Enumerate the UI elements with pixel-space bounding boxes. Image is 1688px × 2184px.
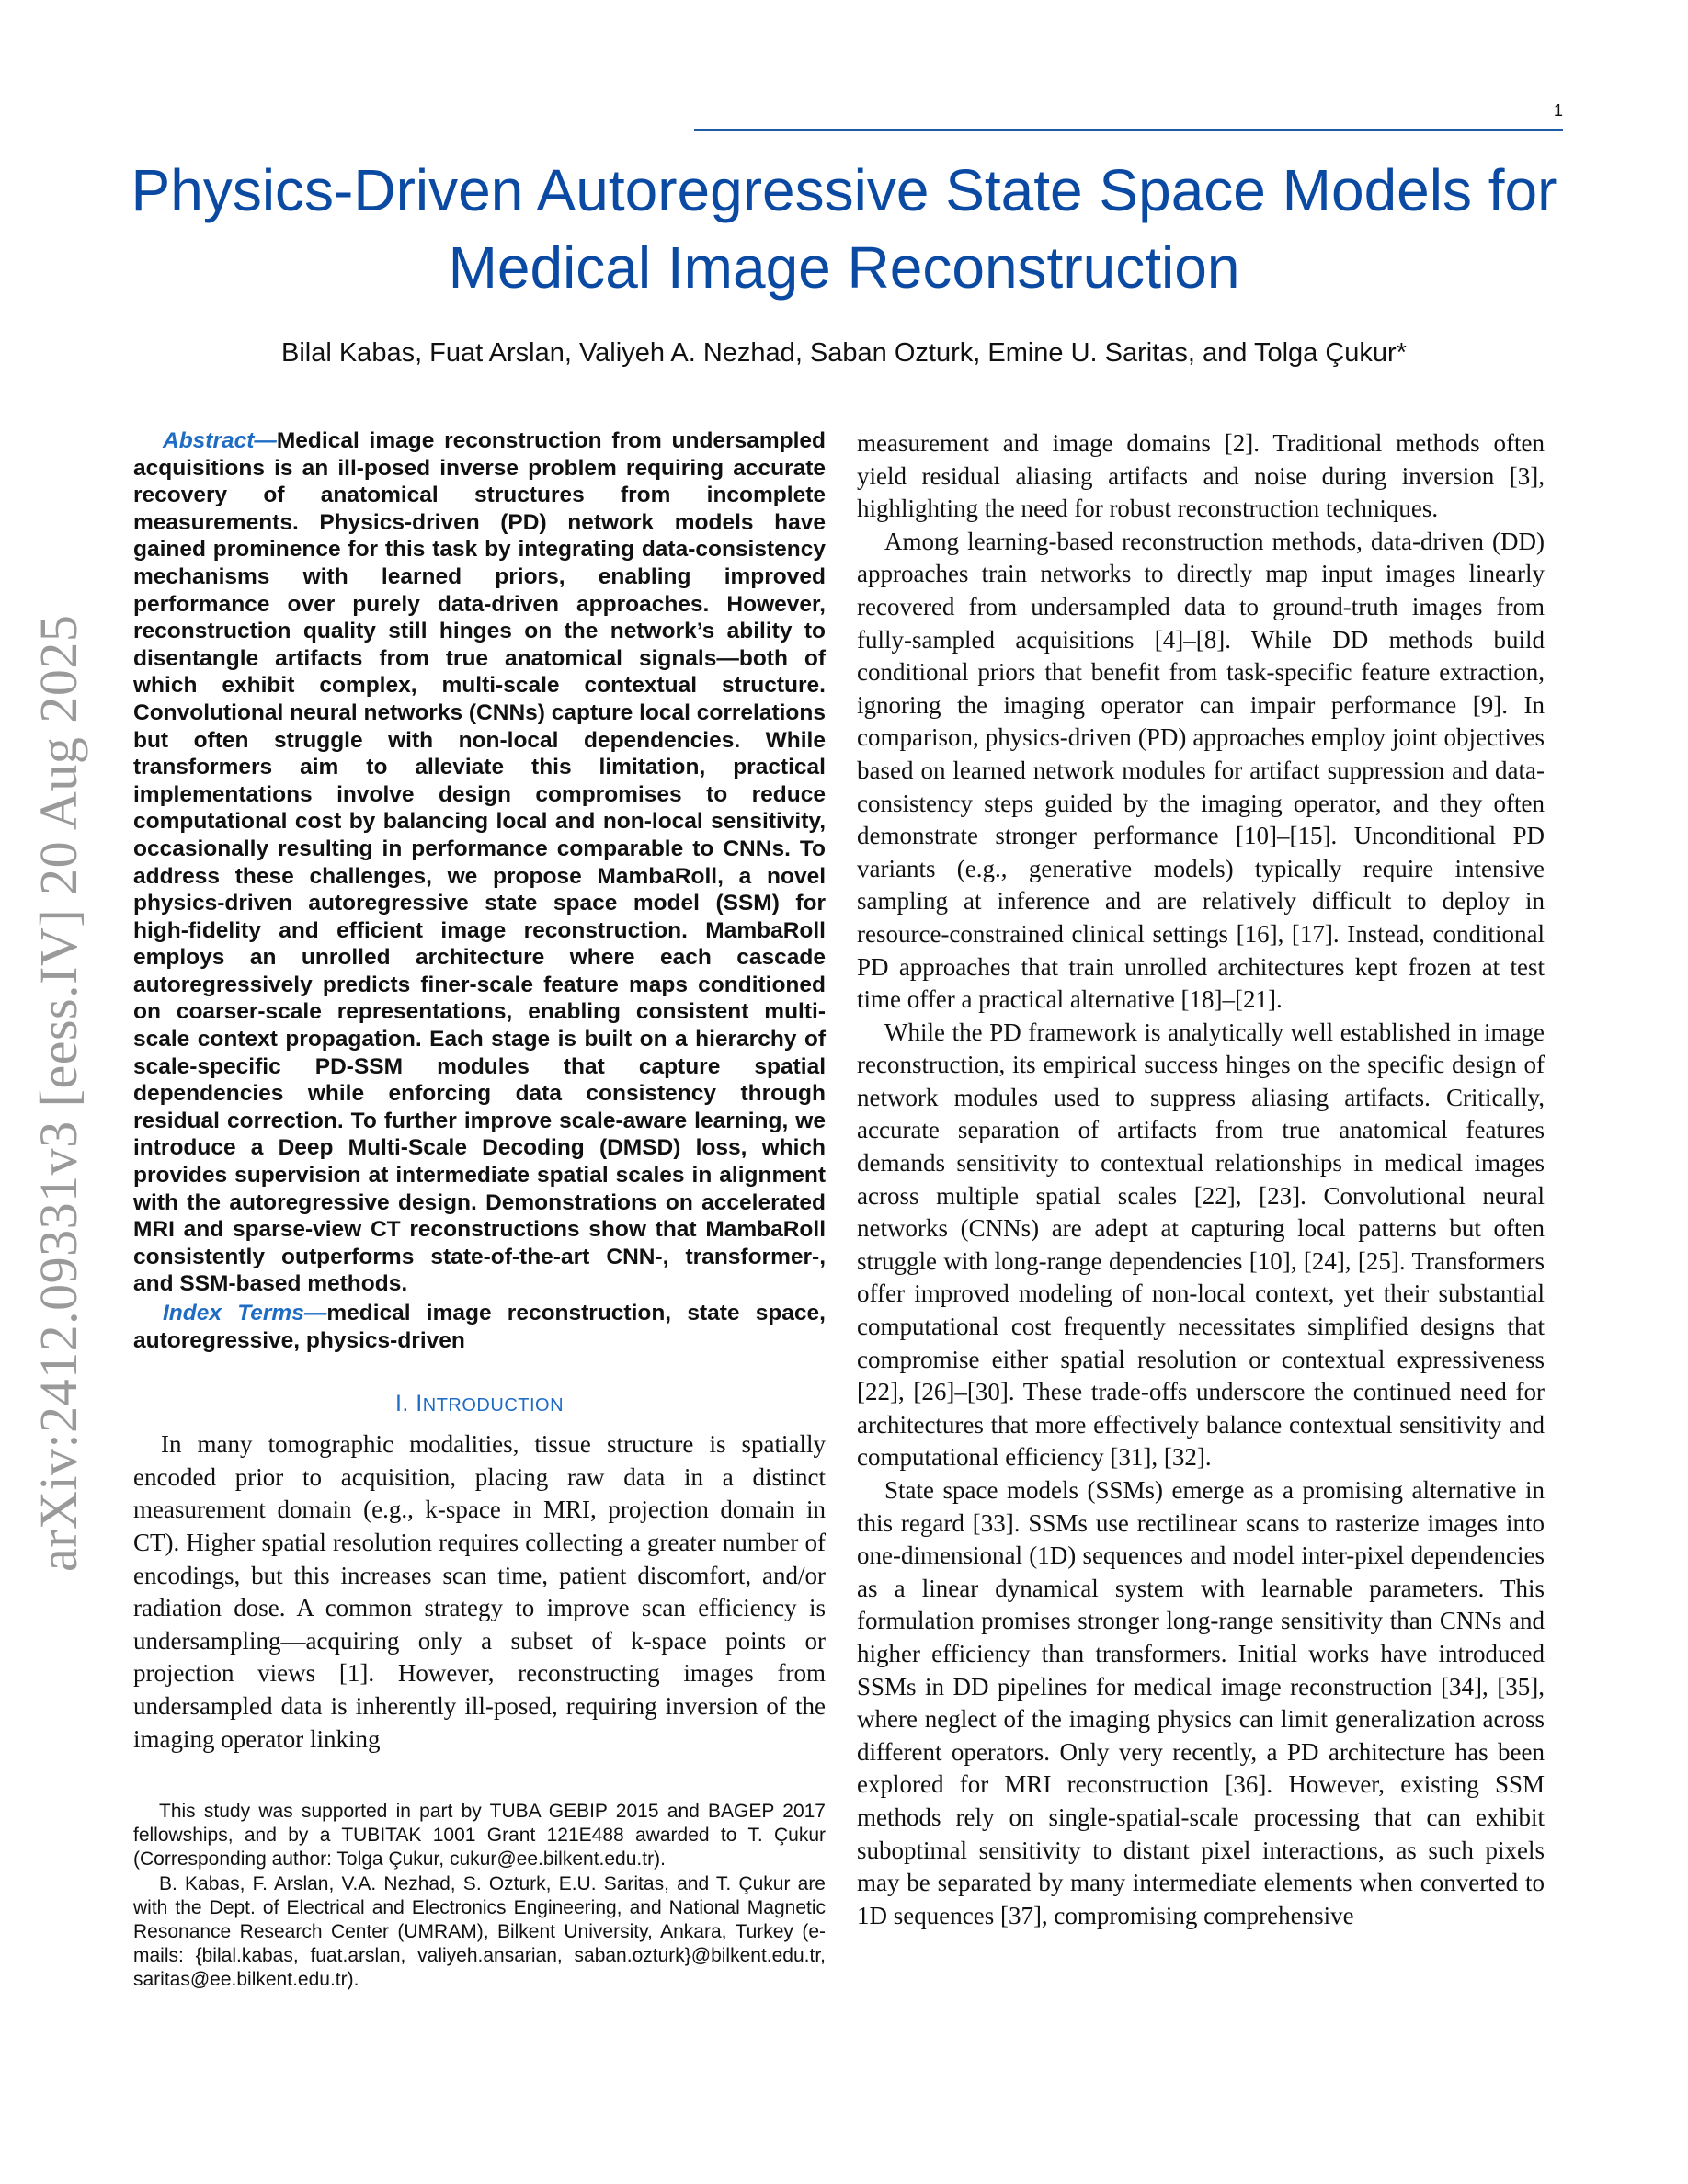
header-rule <box>694 129 1563 131</box>
abstract-label: Abstract— <box>163 428 277 453</box>
arxiv-stamp: arXiv:2412.09331v3 [eess.IV] 20 Aug 2025 <box>29 614 88 1572</box>
section-heading-introduction: I. INTRODUCTION <box>394 1391 565 1417</box>
index-terms <box>133 1300 826 1354</box>
abstract <box>133 427 826 1298</box>
body-paragraph: While the PD framework is analytically well established in image reconstruction, its empirical success hinges on the specific design of network modules used to suppress aliasing artifacts. Critically, accurate separation of artifacts from true anatomical features demands sensitivity to contextual relationships in medical images across multiple spatial scales [22], [23]. Convolutional neural networks (CNNs) are adept at capturing local patterns but often struggle with long-range dependencies [10], [24], [25]. Transformers offer improved modeling of non-local context, yet their substantial computational cost frequently necessitates simplified designs that compromise either spatial resolution or contextual expressiveness [22], [26]–[30]. These trade-offs underscore the continued need for architectures that more effectively balance contextual sensitivity and computational efficiency [31], [32]. <box>857 1018 1545 1472</box>
footnote <box>133 1800 826 1993</box>
author-list: Bilal Kabas, Fuat Arslan, Valiyeh A. Nezhad, Saban Ozturk, Emine U. Saritas, and Tolga Çukur* <box>280 338 1407 368</box>
index-terms-label: Index Terms— <box>163 1301 327 1325</box>
index-terms-text: medical image reconstruction, state space, autoregressive, physics-driven <box>133 1301 826 1353</box>
footnote-funding: This study was supported in part by TUBA GEBIP 2015 and BAGEP 2017 fellowships, and by a TUBITAK 1001 Grant 121E488 awarded to T. Çukur (Corresponding author: Tolga Çukur, cukur@ee.bilkent.edu.tr). <box>133 1801 826 1871</box>
abstract-text: Medical image reconstruction from undersampled acquisitions is an ill-posed inverse problem requiring accurate recovery of anatomical structures from incomplete measurements. Physics-driven (PD) network models have gained prominence for this task by integrating data-consistency mechanisms with learned priors, enabling improved performance over purely data-driven approaches. However, reconstruction quality still hinges on the network’s ability to disentangle artifacts from true anatomical signals—both of which exhibit complex, multi-scale contextual structure. Convolutional neural networks (CNNs) capture local correlations but often struggle with non-local dependencies. While transformers aim to alleviate this limitation, practical implementations involve design compromises to reduce computational cost by balancing local and non-local sensitivity, occasionally resulting in performance comparable to CNNs. To address these challenges, we propose MambaRoll, a novel physics-driven autoregressive state space model (SSM) for high-fidelity and efficient image reconstruction. MambaRoll employs an unrolled architecture where each cascade autoregressively predicts finer-scale feature maps conditioned on coarser-scale representations, enabling consistent multi-scale context propagation. Each stage is built on a hierarchy of scale-specific PD-SSM modules that capture spatial dependencies while enforcing data consistency through residual correction. To further improve scale-aware learning, we introduce a Deep Multi-Scale Decoding (DMSD) loss, which provides supervision at intermediate spatial scales in alignment with the autoregressive design. Demonstrations on accelerated MRI and sparse-view CT reconstructions show that MambaRoll consistently outperforms state-of-the-art CNN-, transformer-, and SSM-based methods. <box>133 428 826 1297</box>
body-paragraph: Among learning-based reconstruction methods, data-driven (DD) approaches train networks to directly map input images linearly recovered from undersampled data to ground-truth images from fully-sampled acquisitions [4]–[8]. While DD methods build conditional priors that benefit from task-specific feature extraction, ignoring the imaging operator can impair performance [9]. In comparison, physics-driven (PD) approaches employ joint objectives based on learned network modules for artifact suppression and data-consistency steps guided by the imaging operator, and they often demonstrate stronger performance [10]–[15]. Unconditional PD variants (e.g., generative models) typically require intensive sampling at inference and are relatively difficult to deploy in resource-constrained clinical settings [16], [17]. Instead, conditional PD approaches that train unrolled architectures kept frozen at test time offer a practical alternative [18]–[21]. <box>857 527 1545 1014</box>
body-paragraph: measurement and image domains [2]. Traditional methods often yield residual aliasing artifacts and noise during inversion [3], highlighting the need for robust reconstruction techniques. <box>857 429 1545 523</box>
footnote-affiliations: B. Kabas, F. Arslan, V.A. Nezhad, S. Ozturk, E.U. Saritas, and T. Çukur are with the Dept. of Electrical and Electronics Engineering, and National Magnetic Resonance Research Center (UMRAM), Bilkent University, Ankara, Turkey (e-mails: {bilal.kabas, fuat.arslan, valiyeh.ansarian, saban.ozturk}@bilkent.edu.tr, saritas@ee.bilkent.edu.tr). <box>133 1872 826 1991</box>
left-column <box>133 427 826 1756</box>
page-number: 1 <box>1553 101 1563 119</box>
intro-paragraph: In many tomographic modalities, tissue structure is spatially encoded prior to acquisition, placing raw data in a distinct measurement domain (e.g., k-space in MRI, projection domain in CT). Higher spatial resolution requires collecting a greater number of encodings, but this increases scan time, patient discomfort, and/or radiation dose. A common strategy to improve scan efficiency is undersampling—acquiring only a subset of k-space points or projection views [1]. However, reconstructing images from undersampled data is inherently ill-posed, requiring inversion of the imaging operator linking <box>133 1430 826 1753</box>
paper-title: Physics-Driven Autoregressive State Space Models for Medical Image Reconstruction <box>131 157 1557 301</box>
body-paragraph: State space models (SSMs) emerge as a promising alternative in this regard [33]. SSMs use rectilinear scans to rasterize images into one-dimensional (1D) sequences and model inter-pixel dependencies as a linear dynamical system with learnable parameters. This formulation promises stronger long-range sensitivity than CNNs and higher efficiency than transformers. Initial works have introduced SSMs in DD pipelines for medical image reconstruction [34], [35], where neglect of the imaging physics can limit generalization across different operators. Only very recently, a PD architecture has been explored for MRI reconstruction [36]. However, existing SSM methods rely on single-spatial-scale processing that can exhibit suboptimal sensitivity to distant pixel interactions, as such pixels may be separated by many intermediate elements when converted to 1D sequences [37], compromising comprehensive <box>857 1476 1545 1929</box>
right-column <box>857 427 1545 1932</box>
